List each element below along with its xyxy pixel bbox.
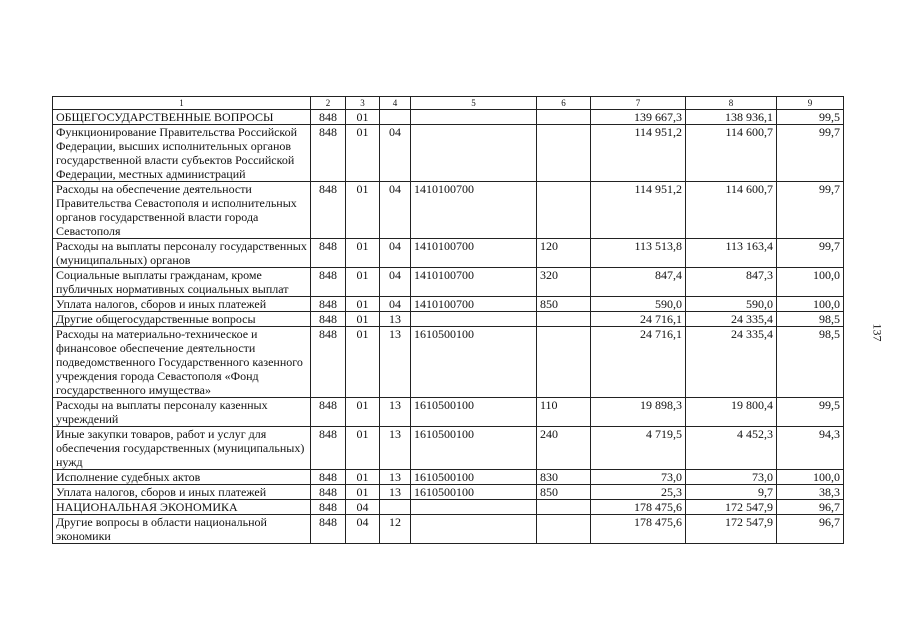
header-col-1: 1 — [53, 97, 311, 110]
cell-planned: 19 898,3 — [591, 398, 686, 427]
table-row — [53, 110, 844, 125]
cell-subsection: 13 — [380, 470, 411, 485]
cell-name: Социальные выплаты гражданам, кроме публичных нормативных социальных выплат — [53, 268, 311, 297]
cell-planned: 178 475,6 — [591, 515, 686, 544]
cell-name: Другие общегосударственные вопросы — [53, 312, 311, 327]
cell-subsection: 04 — [380, 182, 411, 239]
cell-percent: 98,5 — [777, 327, 844, 398]
cell-expense-type: 850 — [537, 297, 591, 312]
cell-percent: 99,5 — [777, 110, 844, 125]
header-col-2: 2 — [311, 97, 346, 110]
cell-target-article — [411, 500, 537, 515]
cell-name: Функционирование Правительства Российской Федерации, высших исполнительных органов государственной власти субъектов Российской Федерации, местных администраций — [53, 125, 311, 182]
cell-percent: 38,3 — [777, 485, 844, 500]
cell-percent: 100,0 — [777, 268, 844, 297]
cell-target-article: 1410100700 — [411, 182, 537, 239]
cell-section: 01 — [346, 268, 380, 297]
cell-expense-type: 830 — [537, 470, 591, 485]
header-col-7: 7 — [591, 97, 686, 110]
cell-executed: 9,7 — [686, 485, 777, 500]
cell-name: Уплата налогов, сборов и иных платежей — [53, 485, 311, 500]
cell-planned: 24 716,1 — [591, 327, 686, 398]
cell-expense-type — [537, 500, 591, 515]
cell-executed: 114 600,7 — [686, 182, 777, 239]
cell-executed: 847,3 — [686, 268, 777, 297]
cell-name: Другие вопросы в области национальной экономики — [53, 515, 311, 544]
cell-subsection: 13 — [380, 327, 411, 398]
cell-grbs: 848 — [311, 427, 346, 470]
cell-target-article: 1610500100 — [411, 398, 537, 427]
table-row — [53, 125, 844, 182]
table-row — [53, 312, 844, 327]
cell-target-article: 1610500100 — [411, 427, 537, 470]
header-col-9: 9 — [777, 97, 844, 110]
cell-section: 01 — [346, 182, 380, 239]
cell-section: 01 — [346, 110, 380, 125]
cell-percent: 94,3 — [777, 427, 844, 470]
table-row — [53, 427, 844, 470]
cell-section: 04 — [346, 515, 380, 544]
cell-target-article: 1610500100 — [411, 470, 537, 485]
cell-expense-type — [537, 125, 591, 182]
cell-name: НАЦИОНАЛЬНАЯ ЭКОНОМИКА — [53, 500, 311, 515]
page-number: 137 — [870, 323, 885, 342]
cell-percent: 100,0 — [777, 470, 844, 485]
cell-percent: 98,5 — [777, 312, 844, 327]
cell-target-article: 1410100700 — [411, 268, 537, 297]
cell-target-article: 1410100700 — [411, 239, 537, 268]
cell-grbs: 848 — [311, 470, 346, 485]
cell-grbs: 848 — [311, 500, 346, 515]
cell-section: 01 — [346, 312, 380, 327]
cell-planned: 113 513,8 — [591, 239, 686, 268]
cell-name: Уплата налогов, сборов и иных платежей — [53, 297, 311, 312]
cell-executed: 4 452,3 — [686, 427, 777, 470]
cell-name: Расходы на обеспечение деятельности Правительства Севастополя и исполнительных органов государственной власти города Севастополя — [53, 182, 311, 239]
budget-table — [52, 96, 844, 544]
table-body — [53, 110, 844, 544]
cell-subsection: 04 — [380, 125, 411, 182]
cell-target-article — [411, 125, 537, 182]
cell-subsection: 13 — [380, 485, 411, 500]
cell-grbs: 848 — [311, 398, 346, 427]
cell-expense-type — [537, 182, 591, 239]
cell-percent: 96,7 — [777, 515, 844, 544]
cell-executed: 19 800,4 — [686, 398, 777, 427]
cell-target-article: 1610500100 — [411, 485, 537, 500]
cell-grbs: 848 — [311, 312, 346, 327]
cell-section: 04 — [346, 500, 380, 515]
cell-section: 01 — [346, 125, 380, 182]
table-row — [53, 297, 844, 312]
cell-section: 01 — [346, 297, 380, 312]
cell-subsection: 13 — [380, 427, 411, 470]
cell-subsection: 04 — [380, 297, 411, 312]
cell-percent: 99,7 — [777, 239, 844, 268]
cell-grbs: 848 — [311, 239, 346, 268]
cell-subsection: 04 — [380, 239, 411, 268]
table-row — [53, 485, 844, 500]
cell-section: 01 — [346, 398, 380, 427]
cell-section: 01 — [346, 427, 380, 470]
table-row — [53, 398, 844, 427]
table-row — [53, 515, 844, 544]
header-col-6: 6 — [537, 97, 591, 110]
cell-planned: 590,0 — [591, 297, 686, 312]
cell-section: 01 — [346, 327, 380, 398]
cell-name: Исполнение судебных актов — [53, 470, 311, 485]
cell-grbs: 848 — [311, 110, 346, 125]
cell-planned: 847,4 — [591, 268, 686, 297]
cell-executed: 172 547,9 — [686, 515, 777, 544]
cell-executed: 114 600,7 — [686, 125, 777, 182]
cell-subsection: 13 — [380, 312, 411, 327]
cell-name: Иные закупки товаров, работ и услуг для обеспечения государственных (муниципальных) нужд — [53, 427, 311, 470]
cell-executed: 590,0 — [686, 297, 777, 312]
cell-expense-type — [537, 327, 591, 398]
cell-percent: 100,0 — [777, 297, 844, 312]
cell-section: 01 — [346, 470, 380, 485]
cell-name: Расходы на выплаты персоналу казенных учреждений — [53, 398, 311, 427]
cell-planned: 25,3 — [591, 485, 686, 500]
header-col-3: 3 — [346, 97, 380, 110]
cell-target-article — [411, 312, 537, 327]
cell-target-article — [411, 515, 537, 544]
cell-section: 01 — [346, 239, 380, 268]
table-row — [53, 239, 844, 268]
cell-executed: 113 163,4 — [686, 239, 777, 268]
cell-grbs: 848 — [311, 182, 346, 239]
cell-expense-type: 120 — [537, 239, 591, 268]
cell-name: Расходы на выплаты персоналу государственных (муниципальных) органов — [53, 239, 311, 268]
cell-grbs: 848 — [311, 125, 346, 182]
cell-grbs: 848 — [311, 268, 346, 297]
cell-expense-type — [537, 312, 591, 327]
cell-expense-type — [537, 515, 591, 544]
cell-planned: 178 475,6 — [591, 500, 686, 515]
header-col-8: 8 — [686, 97, 777, 110]
cell-subsection — [380, 500, 411, 515]
cell-percent: 99,7 — [777, 182, 844, 239]
table-row — [53, 327, 844, 398]
cell-target-article: 1410100700 — [411, 297, 537, 312]
cell-section: 01 — [346, 485, 380, 500]
cell-expense-type — [537, 110, 591, 125]
header-col-4: 4 — [380, 97, 411, 110]
cell-grbs: 848 — [311, 485, 346, 500]
cell-grbs: 848 — [311, 515, 346, 544]
header-col-5: 5 — [411, 97, 537, 110]
cell-planned: 24 716,1 — [591, 312, 686, 327]
cell-grbs: 848 — [311, 297, 346, 312]
table-row — [53, 470, 844, 485]
cell-planned: 73,0 — [591, 470, 686, 485]
cell-expense-type: 240 — [537, 427, 591, 470]
table-row — [53, 500, 844, 515]
cell-expense-type: 850 — [537, 485, 591, 500]
cell-planned: 4 719,5 — [591, 427, 686, 470]
cell-executed: 172 547,9 — [686, 500, 777, 515]
cell-subsection: 04 — [380, 268, 411, 297]
cell-executed: 24 335,4 — [686, 312, 777, 327]
cell-planned: 114 951,2 — [591, 125, 686, 182]
cell-target-article — [411, 110, 537, 125]
cell-name: ОБЩЕГОСУДАРСТВЕННЫЕ ВОПРОСЫ — [53, 110, 311, 125]
cell-planned: 139 667,3 — [591, 110, 686, 125]
cell-executed: 138 936,1 — [686, 110, 777, 125]
cell-expense-type: 110 — [537, 398, 591, 427]
cell-executed: 24 335,4 — [686, 327, 777, 398]
table-row — [53, 182, 844, 239]
cell-target-article: 1610500100 — [411, 327, 537, 398]
cell-percent: 96,7 — [777, 500, 844, 515]
cell-subsection: 13 — [380, 398, 411, 427]
cell-subsection — [380, 110, 411, 125]
table-header-row — [53, 97, 844, 110]
cell-grbs: 848 — [311, 327, 346, 398]
cell-name: Расходы на материально-техническое и финансовое обеспечение деятельности подведомственного Государственного казенного учреждения города Севастополя «Фонд государственного имущества» — [53, 327, 311, 398]
cell-executed: 73,0 — [686, 470, 777, 485]
cell-percent: 99,7 — [777, 125, 844, 182]
cell-planned: 114 951,2 — [591, 182, 686, 239]
cell-subsection: 12 — [380, 515, 411, 544]
table-row — [53, 268, 844, 297]
cell-expense-type: 320 — [537, 268, 591, 297]
cell-percent: 99,5 — [777, 398, 844, 427]
